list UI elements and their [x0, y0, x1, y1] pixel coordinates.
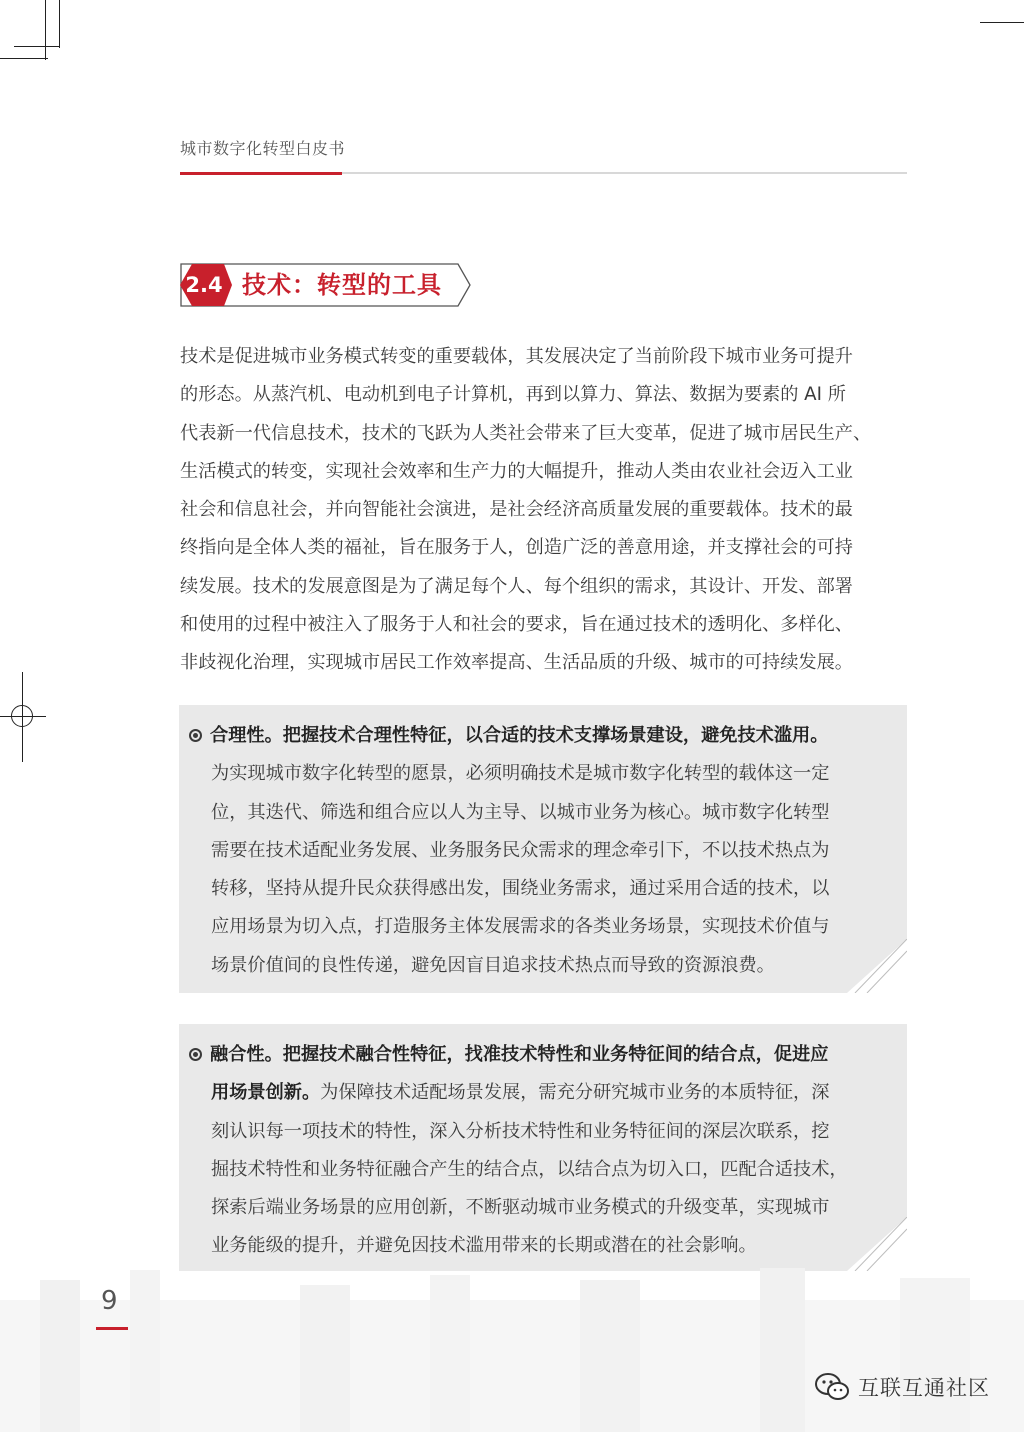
crop-mark [11, 705, 33, 727]
callout-box-integration [179, 1024, 907, 1271]
wechat-icon [814, 1372, 850, 1402]
callout-line: 转移，坚持从提升民众获得感出发，围绕业务需求，通过采用合适的技术，以 [211, 878, 830, 900]
watermark [814, 1372, 990, 1402]
callout-line: 场景价值间的良性传递，避免因盲目追求技术热点而导致的资源浪费。 [211, 954, 775, 976]
callout-line: 应用场景为切入点，打造服务主体发展需求的各类业务场景，实现技术价值与 [211, 916, 830, 938]
callout-line: 业务能级的提升，并避免因技术滥用带来的长期或潜在的社会影响。 [211, 1235, 757, 1257]
paragraph-line: 技术是促进城市业务模式转变的重要载体，其发展决定了当前阶段下城市业务可提升 [180, 346, 853, 367]
section-number: 2.4 [185, 273, 223, 297]
crop-mark [45, 0, 46, 60]
page-number: 9 [101, 1286, 118, 1316]
callout-box-rationality [179, 705, 907, 993]
corner-decoration [847, 939, 907, 993]
paragraph-line: 和使用的过程中被注入了服务于人和社会的要求，旨在通过技术的透明化、多样化、 [180, 614, 853, 636]
callout-line: 为实现城市数字化转型的愿景，必须明确技术是城市数字化转型的载体这一定 [211, 763, 830, 785]
crop-mark [14, 46, 60, 47]
crop-mark [0, 58, 48, 59]
callout-line: 需要在技术适配业务发展、业务服务民众需求的理念牵引下，不以技术热点为 [211, 839, 830, 861]
header-rule-accent [180, 172, 342, 175]
skyline-background [0, 1240, 1024, 1432]
callout-lead-cont: 用场景创新。 [211, 1082, 321, 1104]
section-title: 技术：转型的工具 [242, 271, 442, 299]
paragraph-line: 终指向是全体人类的福祉，旨在服务于人，创造广泛的善意用途，并支撑社会的可持 [180, 537, 853, 559]
callout-line: 掘技术特性和业务特征融合产生的结合点，以结合点为切入口，匹配合适技术， [211, 1158, 848, 1180]
paragraph-line: 生活模式的转变，实现社会效率和生产力的大幅提升，推动人类由农业社会迈入工业 [180, 460, 853, 482]
callout-line: 刻认识每一项技术的特性，深入分析技术特性和业务特征间的深层次联系，挖 [211, 1120, 830, 1142]
body-paragraph [180, 338, 907, 683]
paragraph-line: 代表新一代信息技术，技术的飞跃为人类社会带来了巨大变革，促进了城市居民生产、 [180, 422, 872, 444]
callout-lead: 合理性。把握技术合理性特征，以合适的技术支撑场景建设，避免技术滥用。 [210, 725, 829, 746]
callout-line: 位，其迭代、筛选和组合应以人为主导、以城市业务为核心。城市数字化转型 [211, 801, 830, 823]
bullet-circle-icon [189, 1048, 202, 1061]
paragraph-line: 的形态。从蒸汽机、电动机到电子计算机，再到以算力、算法、数据为要素的 AI 所 [180, 384, 846, 406]
paragraph-line: 续发展。技术的发展意图是为了满足每个人、每个组织的需求，其设计、开发、部署 [180, 575, 853, 597]
running-header: 城市数字化转型白皮书 [180, 139, 346, 158]
callout-text: 为保障技术适配场景发展，需充分研究城市业务的本质特征，深 [320, 1082, 830, 1104]
watermark-text: 互联互通社区 [858, 1376, 990, 1400]
bullet-circle-icon [189, 729, 202, 742]
page-number-underline [96, 1327, 128, 1330]
callout-line: 探索后端业务场景的应用创新，不断驱动城市业务模式的升级变革，实现城市 [211, 1197, 830, 1219]
crop-mark [59, 0, 60, 48]
crop-mark [980, 22, 1024, 23]
paragraph-line: 非歧视化治理，实现城市居民工作效率提高、生活品质的升级、城市的可持续发展。 [180, 652, 853, 674]
paragraph-line: 社会和信息社会，并向智能社会演进，是社会经济高质量发展的重要载体。技术的最 [180, 499, 853, 521]
callout-lead: 融合性。把握技术融合性特征，找准技术特性和业务特征间的结合点，促进应 [210, 1044, 829, 1065]
section-heading [180, 263, 472, 307]
